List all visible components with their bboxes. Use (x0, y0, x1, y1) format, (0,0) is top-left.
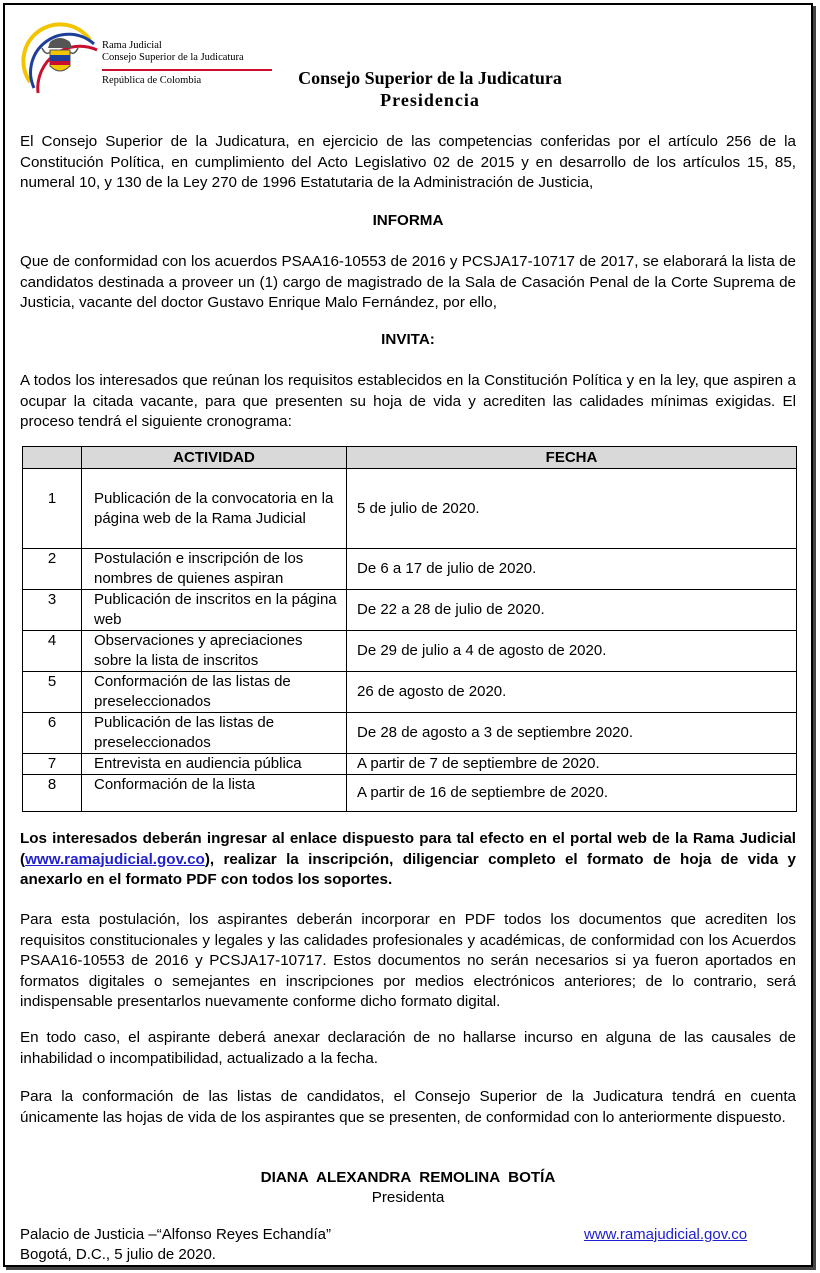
table-row (23, 713, 797, 754)
table-header-row (23, 447, 797, 469)
table-row (23, 754, 797, 775)
header-actividad: ACTIVIDAD (82, 447, 347, 469)
table-row (23, 549, 797, 590)
row-actividad: Publicación de las listas de preseleccionados (82, 713, 347, 754)
row-num: 3 (23, 590, 82, 631)
row-fecha: De 6 a 17 de julio de 2020. (347, 549, 797, 590)
table-row (23, 775, 797, 812)
row-num: 1 (23, 469, 82, 549)
row-num: 8 (23, 775, 82, 812)
header-fecha: FECHA (347, 447, 797, 469)
row-actividad: Observaciones y apreciaciones sobre la lista de inscritos (82, 631, 347, 672)
row-actividad: Publicación de inscritos en la página web (82, 590, 347, 631)
invita-paragraph: A todos los interesados que reúnan los requisitos establecidos en la Constitución Política y en la ley, que aspiren a ocupar la citada vacante, para que presenten su hoja de vida y acrediten las calidades mínimas exigidas. El proceso tendrá el siguiente cronograma: (20, 372, 796, 430)
schedule-table (22, 446, 797, 812)
row-fecha: De 29 de julio a 4 de agosto de 2020. (347, 631, 797, 672)
row-fecha: A partir de 16 de septiembre de 2020. (347, 775, 797, 812)
footer-date: Bogotá, D.C., 5 julio de 2020. (20, 1246, 216, 1263)
row-num: 7 (23, 754, 82, 775)
row-num: 6 (23, 713, 82, 754)
row-actividad: Conformación de las listas de preseleccionados (82, 672, 347, 713)
row-fecha: De 22 a 28 de julio de 2020. (347, 590, 797, 631)
declaration-paragraph: En todo caso, el aspirante deberá anexar declaración de no hallarse incurso en alguna de las causales de inhabilidad o incompatibilidad, actualizado a la fecha. (20, 1029, 796, 1067)
footer-url-link[interactable]: www.ramajudicial.gov.co (584, 1226, 748, 1243)
signatory-name: DIANA ALEXANDRA REMOLINA BOTÍA (260, 1169, 556, 1186)
row-actividad: Postulación e inscripción de los nombres de quienes aspiran (82, 549, 347, 590)
page-subtitle: Presidencia (380, 90, 480, 110)
pdf-paragraph: Para esta postulación, los aspirantes deberán incorporar en PDF todos los documentos que acrediten los requisitos constitucionales y legales y las calidades profesionales y académicas, de conformidad con los Acuerdos PSAA16-10553 de 2016 y PCSJA17-10717. Estos documentos no serán necesarios si ya fueron aportados en formatos digitales o semejantes en inscripciones por medios electrónicos anteriores; de lo contrario, será indispensable presentarlos nuevamente conforme dicho formato digital. (20, 911, 796, 1010)
logo-line-3: República de Colombia (102, 75, 202, 86)
row-num: 5 (23, 672, 82, 713)
header-num (23, 447, 82, 469)
instructions-paragraph (20, 829, 796, 891)
instructions-part2: ), realizar la inscripción, diligenciar completo el formato de hoja de vida y anexarlo en el formato PDF con todos los soportes. (20, 850, 796, 888)
logo-line-1: Rama Judicial (102, 40, 162, 51)
logo-line-2: Consejo Superior de la Judicatura (102, 52, 244, 63)
conformation-paragraph: Para la conformación de las listas de candidatos, el Consejo Superior de la Judicatura tendrá en cuenta únicamente las hojas de vida de los aspirantes que se presenten, de conformidad con lo anteriormente dispuesto. (20, 1088, 796, 1126)
row-actividad: Entrevista en audiencia pública (82, 754, 347, 775)
coat-of-arms-icon (20, 22, 100, 97)
signatory-role: Presidenta (371, 1189, 445, 1206)
row-fecha: 26 de agosto de 2020. (347, 672, 797, 713)
footer-right (584, 1225, 747, 1245)
row-fecha: 5 de julio de 2020. (347, 469, 797, 549)
rama-judicial-link[interactable]: www.ramajudicial.gov.co (25, 850, 205, 868)
table-row (23, 672, 797, 713)
instructions-part1: Los interesados deberán ingresar al enlace dispuesto para tal efecto en el portal web de la Rama Judicial ( (20, 830, 796, 868)
row-fecha: A partir de 7 de septiembre de 2020. (347, 754, 797, 775)
table-row (23, 590, 797, 631)
intro-paragraph: El Consejo Superior de la Judicatura, en ejercicio de las competencias conferidas por el artículo 256 de la Constitución Política, en cumplimiento del Acto Legislativo 02 de 2015 y en desarrollo de los artículos 15, 85, numeral 10, y 130 de la Ley 270 de 1996 Estatutaria de la Administración de Justicia, (20, 133, 796, 191)
row-num: 2 (23, 549, 82, 590)
informa-paragraph: Que de conformidad con los acuerdos PSAA16-10553 de 2016 y PCSJA17-10717 de 2017, se elaborará la lista de candidatos destinada a proveer un (1) cargo de magistrado de la Sala de Casación Penal de la Corte Suprema de Justicia, vacante del doctor Gustavo Enrique Malo Fernández, por ello, (20, 253, 796, 311)
row-actividad: Conformación de la lista (82, 775, 347, 812)
informa-heading: INFORMA (372, 212, 444, 229)
page-title: Consejo Superior de la Judicatura (298, 68, 562, 88)
table-row (23, 469, 797, 549)
footer-left (20, 1225, 331, 1265)
row-fecha: De 28 de agosto a 3 de septiembre 2020. (347, 713, 797, 754)
row-actividad: Publicación de la convocatoria en la página web de la Rama Judicial (82, 469, 347, 549)
footer-place: Palacio de Justicia –“Alfonso Reyes Echandía” (20, 1226, 332, 1243)
invita-heading: INVITA: (381, 331, 435, 348)
table-row (23, 631, 797, 672)
row-num: 4 (23, 631, 82, 672)
